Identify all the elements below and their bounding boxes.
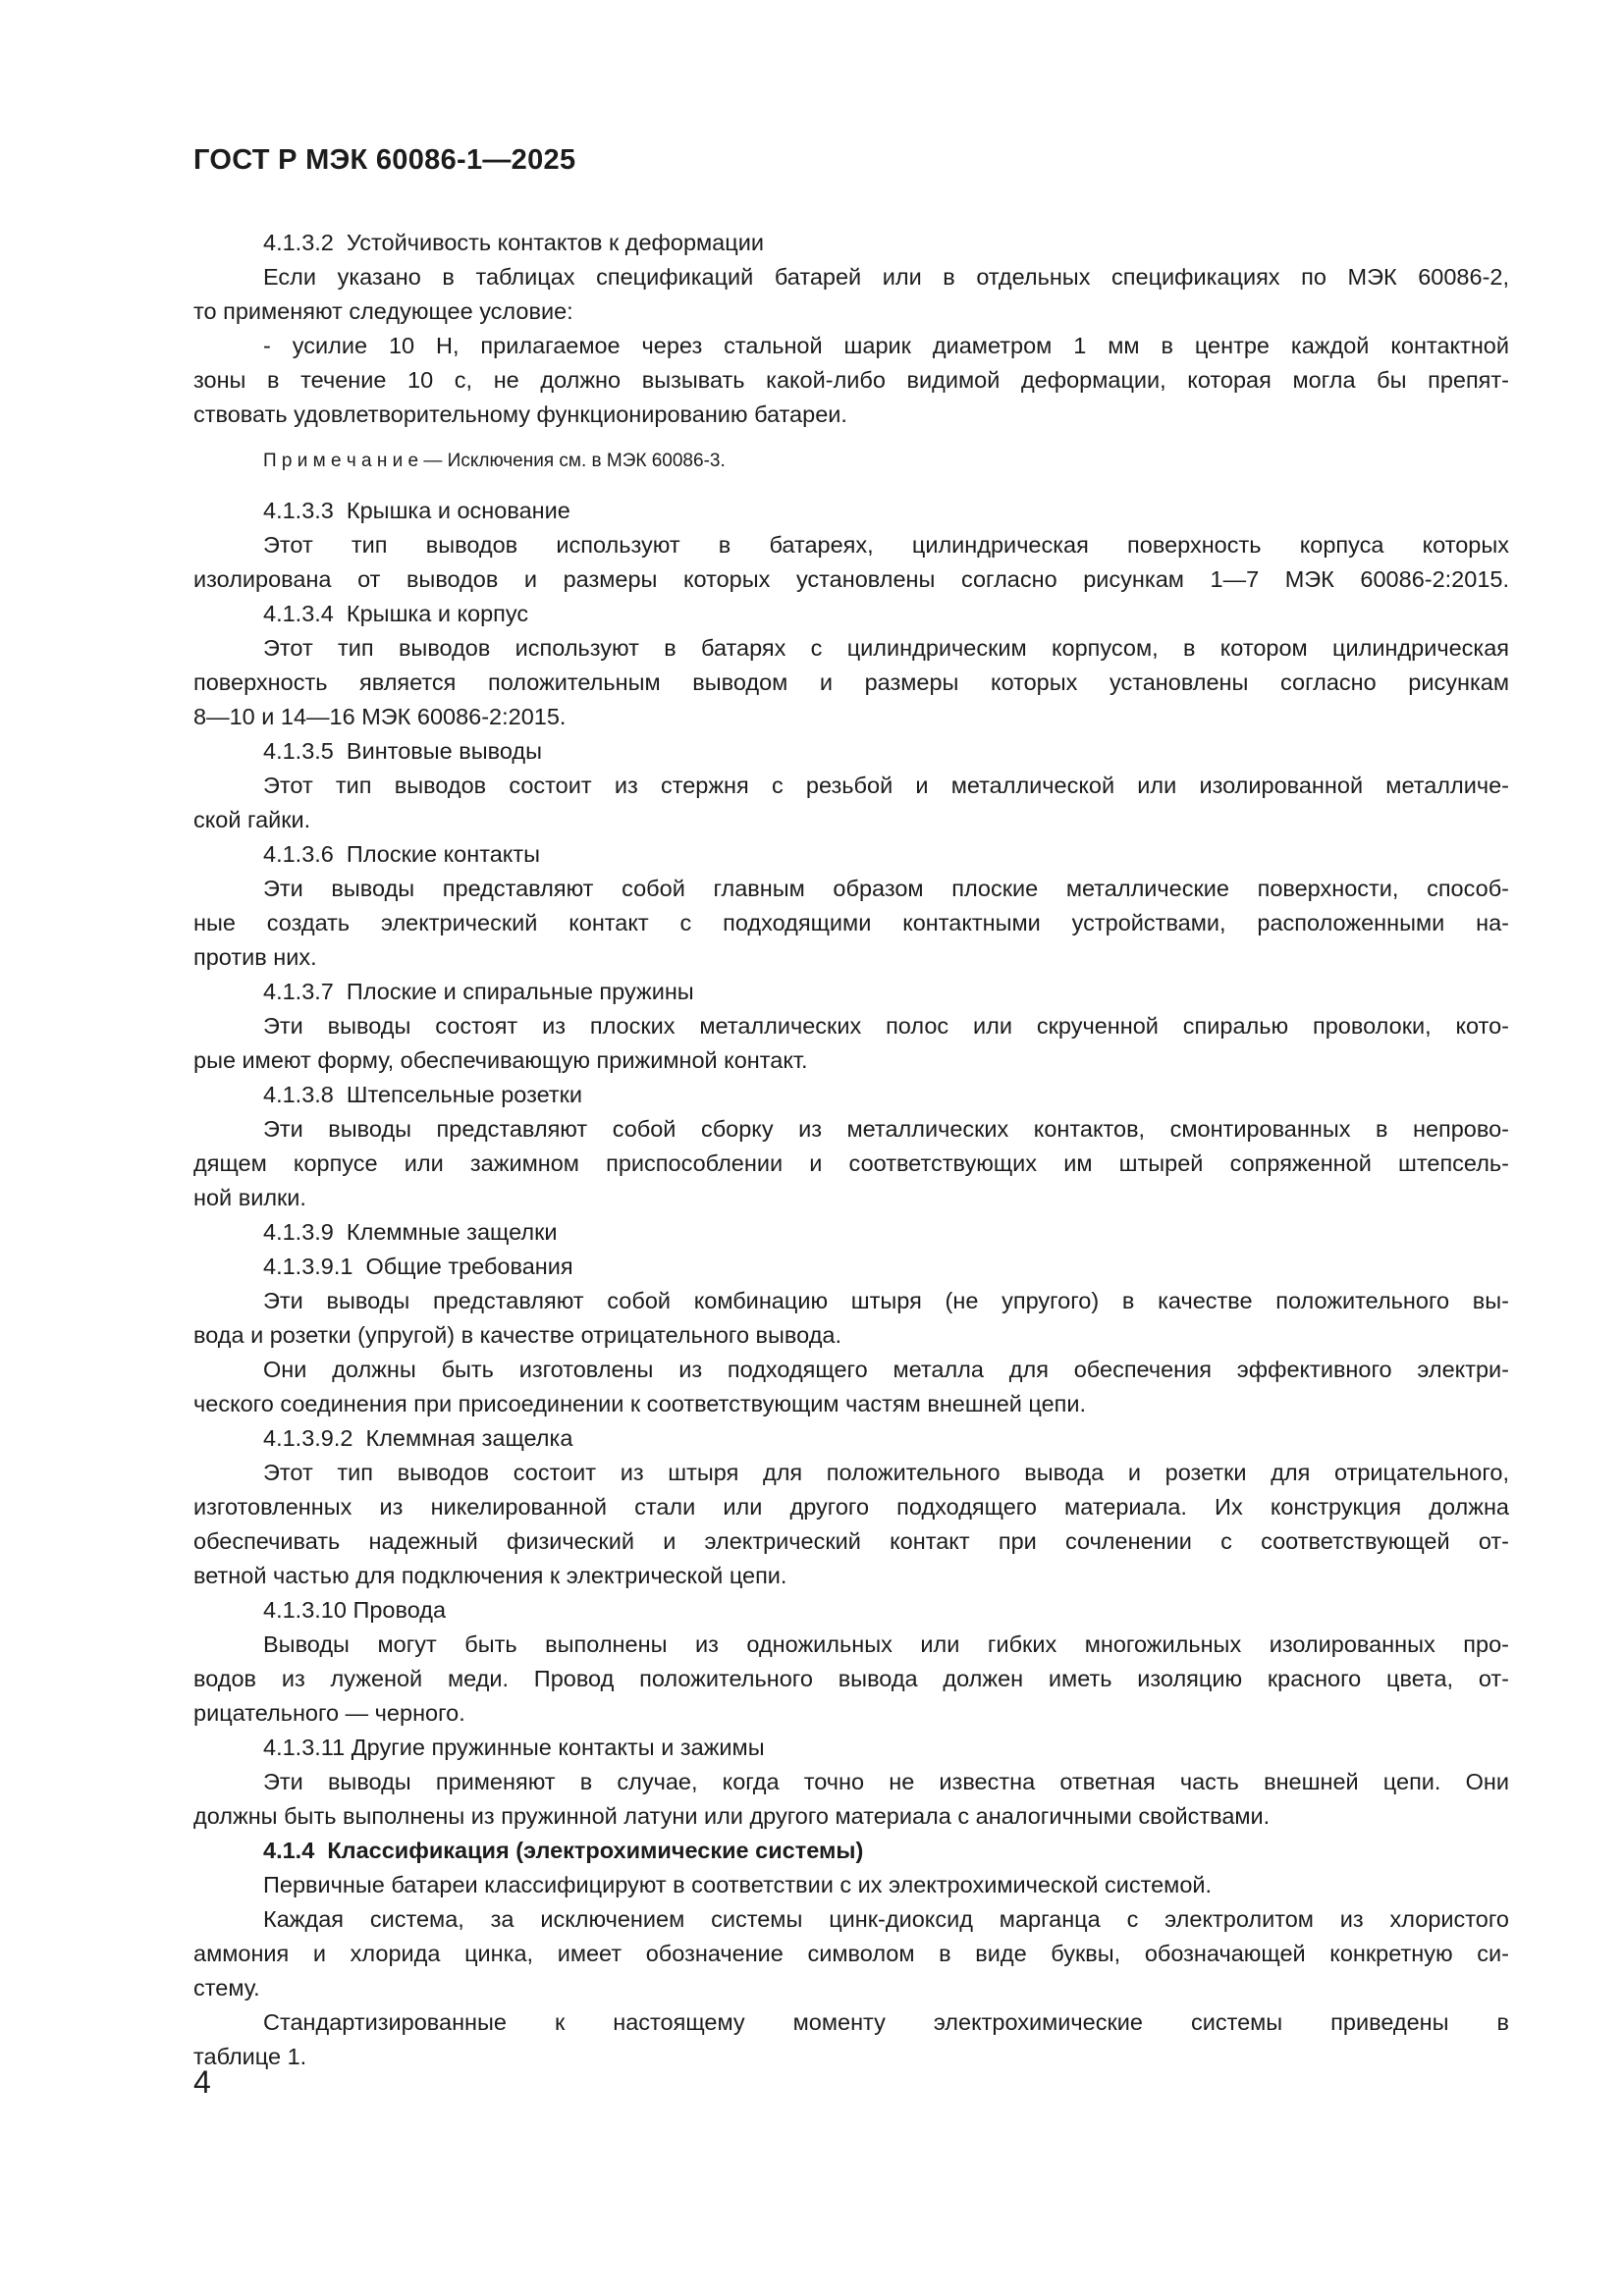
paragraph [193,1902,1509,2005]
note: П р и м е ч а н и е — Исключения см. в МЭК 60086-3. [263,451,726,471]
section-heading: 4.1.3.8 Штепсельные розетки [263,1082,583,1107]
text-line: Эти выводы представляют собой главным образом плоские металлические поверхности, способ- [263,876,1509,901]
section-heading: 4.1.3.4 Крышка и корпус [263,601,529,626]
section-heading: 4.1.3.10 Провода [263,1597,447,1623]
text-line: Первичные батареи классифицируют в соответствии с их электрохимической системой. [263,1872,1213,1897]
text-line: Если указано в таблицах спецификаций батарей или в отдельных спецификациях по МЭК 60086-2, [263,264,1509,290]
section-heading: 4.1.3.3 Крышка и основание [263,498,570,523]
text-line: 8—10 и 14—16 МЭК 60086-2:2015. [193,704,567,729]
paragraph [193,631,1509,734]
paragraph [193,1628,1509,1731]
page-number: 4 [193,2064,211,2100]
paragraph [193,1009,1509,1078]
section-heading: 4.1.4 Классификация (электрохимические системы) [263,1838,864,1863]
text-line: дящем корпусе или зажимном приспособлении и соответствующих им штырей сопряженной штепсель- [193,1150,1509,1176]
text-line: Этот тип выводов используют в батареях, цилиндрическая поверхность корпуса которых [263,532,1509,558]
text-line: стему. [193,1975,260,2001]
text-line: против них. [193,944,317,970]
paragraph [193,329,1509,432]
paragraph [193,1353,1509,1421]
section-heading: 4.1.3.9.2 Клеммная защелка [263,1425,573,1451]
text-line: зоны в течение 10 с, не должно вызывать какой-либо видимой деформации, которая могла бы препят- [193,367,1509,393]
text-line: ской гайки. [193,807,311,832]
text-line: Эти выводы представляют собой сборку из металлических контактов, смонтированных в непрово- [263,1116,1509,1142]
text-line: должны быть выполнены из пружинной латуни или другого материала с аналогичными свойствами. [193,1803,1271,1829]
section-heading: 4.1.3.6 Плоские контакты [263,841,540,867]
paragraph [193,872,1509,975]
text-line: - усилие 10 Н, прилагаемое через стальной шарик диаметром 1 мм в центре каждой контактной [263,333,1509,358]
paragraph [193,1456,1509,1593]
text-line: вода и розетки (упругой) в качестве отрицательного вывода. [193,1322,842,1348]
paragraph [193,1284,1509,1353]
text-line: Выводы могут быть выполнены из одножильных или гибких многожильных изолированных про- [263,1631,1509,1657]
text-line: таблице 1. [193,2044,307,2069]
text-line: изолирована от выводов и размеры которых установлены согласно рисункам 1—7 МЭК 60086-2:2015. [193,566,1509,592]
text-line: рые имеют форму, обеспечивающую прижимной контакт. [193,1047,808,1073]
text-line: Этот тип выводов состоит из штыря для положительного вывода и розетки для отрицательного, [263,1460,1509,1485]
document-body [193,226,1509,2074]
text-line: поверхность является положительным выводом и размеры которых установлены согласно рисункам [193,669,1509,695]
paragraph [193,1765,1509,1834]
text-line: то применяют следующее условие: [193,298,573,324]
page-header-gost-number: ГОСТ Р МЭК 60086-1—2025 [193,144,576,176]
paragraph [193,1112,1509,1215]
text-line: ствовать удовлетворительному функционированию батареи. [193,401,847,427]
section-heading: 4.1.3.11 Другие пружинные контакты и зажимы [263,1735,765,1760]
section-heading: 4.1.3.7 Плоские и спиральные пружины [263,979,694,1004]
text-line: Эти выводы состоят из плоских металлических полос или скрученной спиралью проволоки, кото- [263,1013,1509,1039]
text-line: ветной частью для подключения к электрической цепи. [193,1563,787,1588]
text-line: рицательного — черного. [193,1700,465,1726]
paragraph [193,2005,1509,2074]
section-heading: 4.1.3.9 Клеммные защелки [263,1219,558,1245]
text-line: Стандартизированные к настоящему моменту электрохимические системы приведены в [263,2009,1509,2035]
text-line: Они должны быть изготовлены из подходящего металла для обеспечения эффективного электри- [263,1357,1509,1382]
text-line: аммония и хлорида цинка, имеет обозначение символом в виде буквы, обозначающей конкретную си- [193,1941,1509,1966]
text-line: Эти выводы представляют собой комбинацию штыря (не упругого) в качестве положительного вы- [263,1288,1509,1313]
section-heading: 4.1.3.9.1 Общие требования [263,1254,573,1279]
text-line: ные создать электрический контакт с подходящими контактными устройствами, расположенными на- [193,910,1509,935]
text-line: изготовленных из никелированной стали или другого подходящего материала. Их конструкция должна [193,1494,1509,1520]
section-heading: 4.1.3.2 Устойчивость контактов к деформации [263,230,764,255]
text-line: Каждая система, за исключением системы цинк-диоксид марганца с электролитом из хлористого [263,1906,1509,1932]
text-line: ческого соединения при присоединении к соответствующим частям внешней цепи. [193,1391,1087,1416]
paragraph [193,769,1509,837]
text-line: обеспечивать надежный физический и электрический контакт при сочленении с соответствующей от- [193,1528,1509,1554]
text-line: водов из луженой меди. Провод положительного вывода должен иметь изоляцию красного цвета, от- [193,1666,1509,1691]
paragraph [193,260,1509,329]
paragraph [193,528,1509,597]
text-line: Этот тип выводов состоит из стержня с резьбой и металлической или изолированной металличе- [263,773,1509,798]
section-heading: 4.1.3.5 Винтовые выводы [263,738,542,764]
text-line: Эти выводы применяют в случае, когда точно не известна ответная часть внешней цепи. Они [263,1769,1509,1794]
paragraph [193,1868,1509,1902]
text-line: Этот тип выводов используют в батарях с цилиндрическим корпусом, в котором цилиндрическая [263,635,1509,661]
text-line: ной вилки. [193,1185,306,1210]
